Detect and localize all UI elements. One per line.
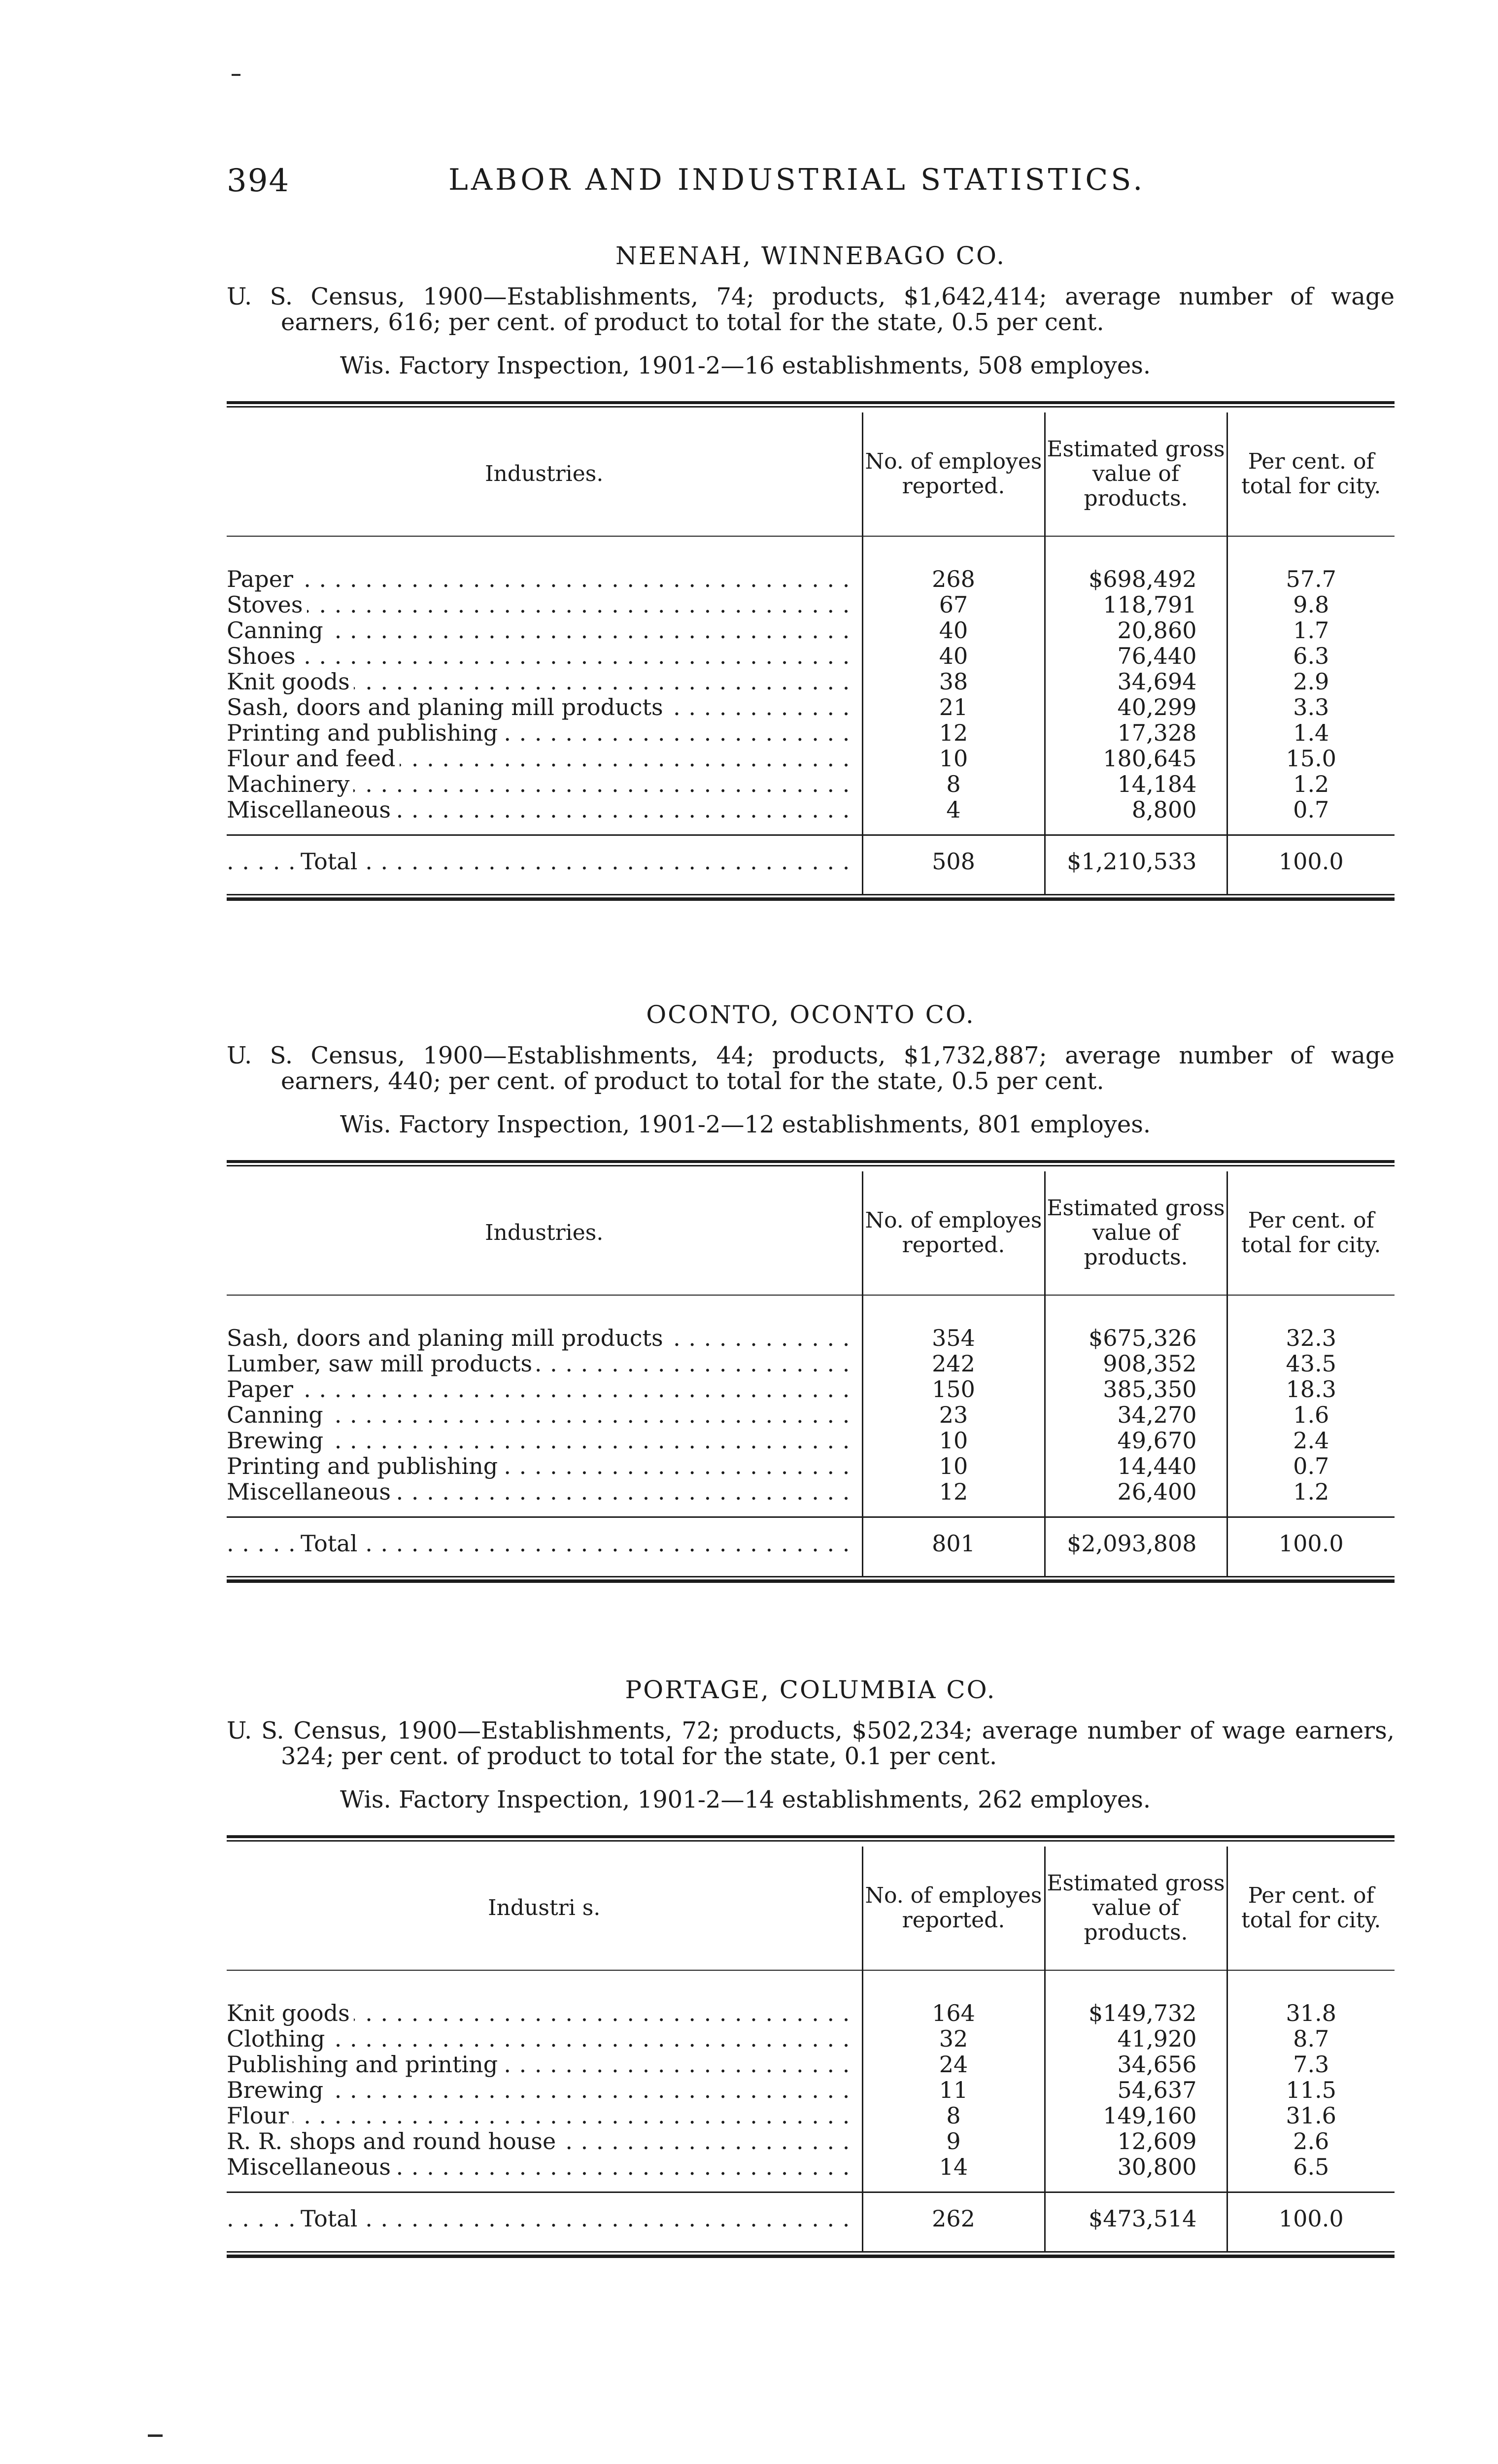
table-top-rule (227, 1835, 1395, 1842)
industry-name: Canning (227, 1402, 327, 1428)
total-employes: 262 (862, 2192, 1045, 2252)
percent-cell: 8.7 (1227, 2026, 1395, 2052)
employes-cell: 12 (862, 1479, 1045, 1517)
value-cell: 41,920 (1045, 2026, 1227, 2052)
percent-cell: 6.5 (1227, 2154, 1395, 2192)
header-value: Estimated gross value of products. (1045, 1847, 1227, 1970)
table-bottom-rule (227, 1576, 1395, 1583)
percent-cell: 11.5 (1227, 2077, 1395, 2103)
industry-name: Miscellaneous (227, 2154, 395, 2180)
table-header-row (227, 1171, 1395, 1295)
header-industries: Industri s. (227, 1847, 862, 1970)
table-bottom-rule (227, 894, 1395, 901)
employes-cell: 10 (862, 1453, 1045, 1479)
employes-cell: 40 (862, 617, 1045, 643)
percent-cell: 2.4 (1227, 1428, 1395, 1453)
table-header-row (227, 412, 1395, 536)
employes-cell: 268 (862, 536, 1045, 592)
total-percent: 100.0 (1227, 1517, 1395, 1576)
table-row (227, 746, 1395, 771)
value-cell: 385,350 (1045, 1376, 1227, 1402)
value-cell: 34,656 (1045, 2052, 1227, 2077)
total-percent: 100.0 (1227, 835, 1395, 894)
value-cell: 34,694 (1045, 669, 1227, 694)
header-employes: No. of employes reported. (862, 1847, 1045, 1970)
industry-name: Miscellaneous (227, 797, 395, 822)
table-row (227, 1402, 1395, 1428)
total-value: $2,093,808 (1045, 1517, 1227, 1576)
table-row (227, 720, 1395, 746)
census-paragraph: U. S. Census, 1900—Establishments, 74; products, $1,642,414; average number of wage earners, 616; per cent. of product to total for the state, 0.5 per cent. (227, 283, 1395, 336)
industry-name: Sash, doors and planing mill products (227, 694, 667, 720)
table-row (227, 797, 1395, 835)
employes-cell: 242 (862, 1351, 1045, 1376)
section-neenah (227, 241, 1395, 901)
table-row (227, 2077, 1395, 2103)
table-row (227, 1453, 1395, 1479)
percent-cell: 6.3 (1227, 643, 1395, 669)
percent-cell: 57.7 (1227, 536, 1395, 592)
table-row (227, 771, 1395, 797)
percent-cell: 15.0 (1227, 746, 1395, 771)
header-percent: Per cent. of total for city. (1227, 1847, 1395, 1970)
table-row (227, 2052, 1395, 2077)
table-bottom-rule (227, 2251, 1395, 2258)
percent-cell: 2.9 (1227, 669, 1395, 694)
employes-cell: 8 (862, 771, 1045, 797)
employes-cell: 67 (862, 592, 1045, 617)
industry-name: Knit goods (227, 669, 354, 694)
total-row (227, 1517, 1395, 1576)
scan-mark (148, 2434, 163, 2437)
value-cell: $149,732 (1045, 1970, 1227, 2026)
inspection-line: Wis. Factory Inspection, 1901-2—12 establishments, 801 employes. (340, 1111, 1151, 1138)
percent-cell: 18.3 (1227, 1376, 1395, 1402)
value-cell: 14,184 (1045, 771, 1227, 797)
value-cell: 180,645 (1045, 746, 1227, 771)
census-paragraph: U. S. Census, 1900—Establishments, 44; products, $1,732,887; average number of wage earners, 440; per cent. of product to total for the state, 0.5 per cent. (227, 1042, 1395, 1095)
employes-cell: 23 (862, 1402, 1045, 1428)
section-portage (227, 1676, 1395, 2258)
industry-name: Miscellaneous (227, 1479, 395, 1505)
table-top-rule (227, 401, 1395, 408)
employes-cell: 10 (862, 746, 1045, 771)
industry-name: Paper (227, 566, 297, 592)
header-industries: Industries. (227, 1171, 862, 1295)
industry-name: Flour (227, 2103, 293, 2128)
employes-cell: 38 (862, 669, 1045, 694)
value-cell: 12,609 (1045, 2128, 1227, 2154)
section-oconto (227, 1000, 1395, 1583)
employes-cell: 24 (862, 2052, 1045, 2077)
industry-name: Printing and publishing (227, 1453, 502, 1479)
value-cell: 30,800 (1045, 2154, 1227, 2192)
industry-name: Stoves (227, 592, 307, 617)
industry-name: Printing and publishing (227, 720, 502, 746)
value-cell: 40,299 (1045, 694, 1227, 720)
inspection-line: Wis. Factory Inspection, 1901-2—14 establishments, 262 employes. (340, 1786, 1151, 1814)
percent-cell: 31.8 (1227, 1970, 1395, 2026)
value-cell: 54,637 (1045, 2077, 1227, 2103)
table-row (227, 2154, 1395, 2192)
page-number: 394 (227, 163, 290, 199)
table-row (227, 694, 1395, 720)
industry-table (227, 1171, 1395, 1576)
header-industries: Industries. (227, 412, 862, 536)
percent-cell: 1.2 (1227, 771, 1395, 797)
table-row (227, 2103, 1395, 2128)
total-employes: 508 (862, 835, 1045, 894)
city-heading: PORTAGE, COLUMBIA CO. (625, 1676, 996, 1704)
percent-cell: 43.5 (1227, 1351, 1395, 1376)
table-row (227, 1295, 1395, 1351)
industry-name: Clothing (227, 2026, 329, 2052)
header-value: Estimated gross value of products. (1045, 412, 1227, 536)
page-header (227, 163, 1409, 207)
scan-mark (232, 74, 240, 76)
employes-cell: 354 (862, 1295, 1045, 1351)
value-cell: 908,352 (1045, 1351, 1227, 1376)
industry-name: Paper (227, 1376, 297, 1402)
table-row (227, 1970, 1395, 2026)
table-row (227, 1428, 1395, 1453)
employes-cell: 12 (862, 720, 1045, 746)
employes-cell: 14 (862, 2154, 1045, 2192)
industry-name: Lumber, saw mill products (227, 1351, 536, 1376)
value-cell: 14,440 (1045, 1453, 1227, 1479)
employes-cell: 21 (862, 694, 1045, 720)
percent-cell: 1.2 (1227, 1479, 1395, 1517)
table-top-rule (227, 1160, 1395, 1166)
industry-name: Canning (227, 617, 327, 643)
value-cell: 8,800 (1045, 797, 1227, 835)
value-cell: 17,328 (1045, 720, 1227, 746)
table-row (227, 1376, 1395, 1402)
table-row (227, 592, 1395, 617)
percent-cell: 32.3 (1227, 1295, 1395, 1351)
table-row (227, 2026, 1395, 2052)
header-percent: Per cent. of total for city. (1227, 1171, 1395, 1295)
table-row (227, 2128, 1395, 2154)
table-row (227, 1351, 1395, 1376)
industry-name: Flour and feed (227, 746, 400, 771)
header-employes: No. of employes reported. (862, 412, 1045, 536)
value-cell: 49,670 (1045, 1428, 1227, 1453)
table-row (227, 643, 1395, 669)
percent-cell: 1.7 (1227, 617, 1395, 643)
industry-table (227, 1847, 1395, 2251)
employes-cell: 150 (862, 1376, 1045, 1402)
industry-name: Brewing (227, 2077, 327, 2103)
header-employes: No. of employes reported. (862, 1171, 1045, 1295)
industry-name: Brewing (227, 1428, 327, 1453)
percent-cell: 3.3 (1227, 694, 1395, 720)
percent-cell: 1.6 (1227, 1402, 1395, 1428)
value-cell: 118,791 (1045, 592, 1227, 617)
table-row (227, 536, 1395, 592)
table-row (227, 617, 1395, 643)
total-value: $1,210,533 (1045, 835, 1227, 894)
percent-cell: 7.3 (1227, 2052, 1395, 2077)
percent-cell: 1.4 (1227, 720, 1395, 746)
percent-cell: 2.6 (1227, 2128, 1395, 2154)
header-value: Estimated gross value of products. (1045, 1171, 1227, 1295)
header-percent: Per cent. of total for city. (1227, 412, 1395, 536)
value-cell: $698,492 (1045, 536, 1227, 592)
table-row (227, 1479, 1395, 1517)
employes-cell: 164 (862, 1970, 1045, 2026)
total-row (227, 2192, 1395, 2252)
industry-name: Sash, doors and planing mill products (227, 1325, 667, 1351)
industry-name: Knit goods (227, 2000, 354, 2026)
total-label: Total (301, 2206, 361, 2231)
total-employes: 801 (862, 1517, 1045, 1576)
city-heading: NEENAH, WINNEBAGO CO. (615, 241, 1006, 270)
table-row (227, 669, 1395, 694)
value-cell: 20,860 (1045, 617, 1227, 643)
percent-cell: 9.8 (1227, 592, 1395, 617)
value-cell: 149,160 (1045, 2103, 1227, 2128)
industry-table (227, 412, 1395, 894)
value-cell: 76,440 (1045, 643, 1227, 669)
industry-name: Shoes (227, 643, 300, 669)
percent-cell: 0.7 (1227, 1453, 1395, 1479)
percent-cell: 31.6 (1227, 2103, 1395, 2128)
total-label: Total (301, 1531, 361, 1556)
industry-name: Machinery (227, 771, 353, 797)
employes-cell: 11 (862, 2077, 1045, 2103)
value-cell: 26,400 (1045, 1479, 1227, 1517)
value-cell: $675,326 (1045, 1295, 1227, 1351)
industry-name: Publishing and printing (227, 2052, 502, 2077)
employes-cell: 8 (862, 2103, 1045, 2128)
industry-name: R. R. shops and round house (227, 2128, 560, 2154)
employes-cell: 10 (862, 1428, 1045, 1453)
total-row (227, 835, 1395, 894)
total-label: Total (301, 849, 361, 874)
total-percent: 100.0 (1227, 2192, 1395, 2252)
census-paragraph: U. S. Census, 1900—Establishments, 72; products, $502,234; average number of wage earners, 324; per cent. of product to total for the state, 0.1 per cent. (227, 1717, 1395, 1770)
running-title: LABOR AND INDUSTRIAL STATISTICS. (448, 163, 1146, 197)
percent-cell: 0.7 (1227, 797, 1395, 835)
employes-cell: 32 (862, 2026, 1045, 2052)
value-cell: 34,270 (1045, 1402, 1227, 1428)
employes-cell: 9 (862, 2128, 1045, 2154)
employes-cell: 4 (862, 797, 1045, 835)
table-header-row (227, 1847, 1395, 1970)
inspection-line: Wis. Factory Inspection, 1901-2—16 establishments, 508 employes. (340, 352, 1151, 379)
employes-cell: 40 (862, 643, 1045, 669)
city-heading: OCONTO, OCONTO CO. (646, 1000, 975, 1029)
total-value: $473,514 (1045, 2192, 1227, 2252)
